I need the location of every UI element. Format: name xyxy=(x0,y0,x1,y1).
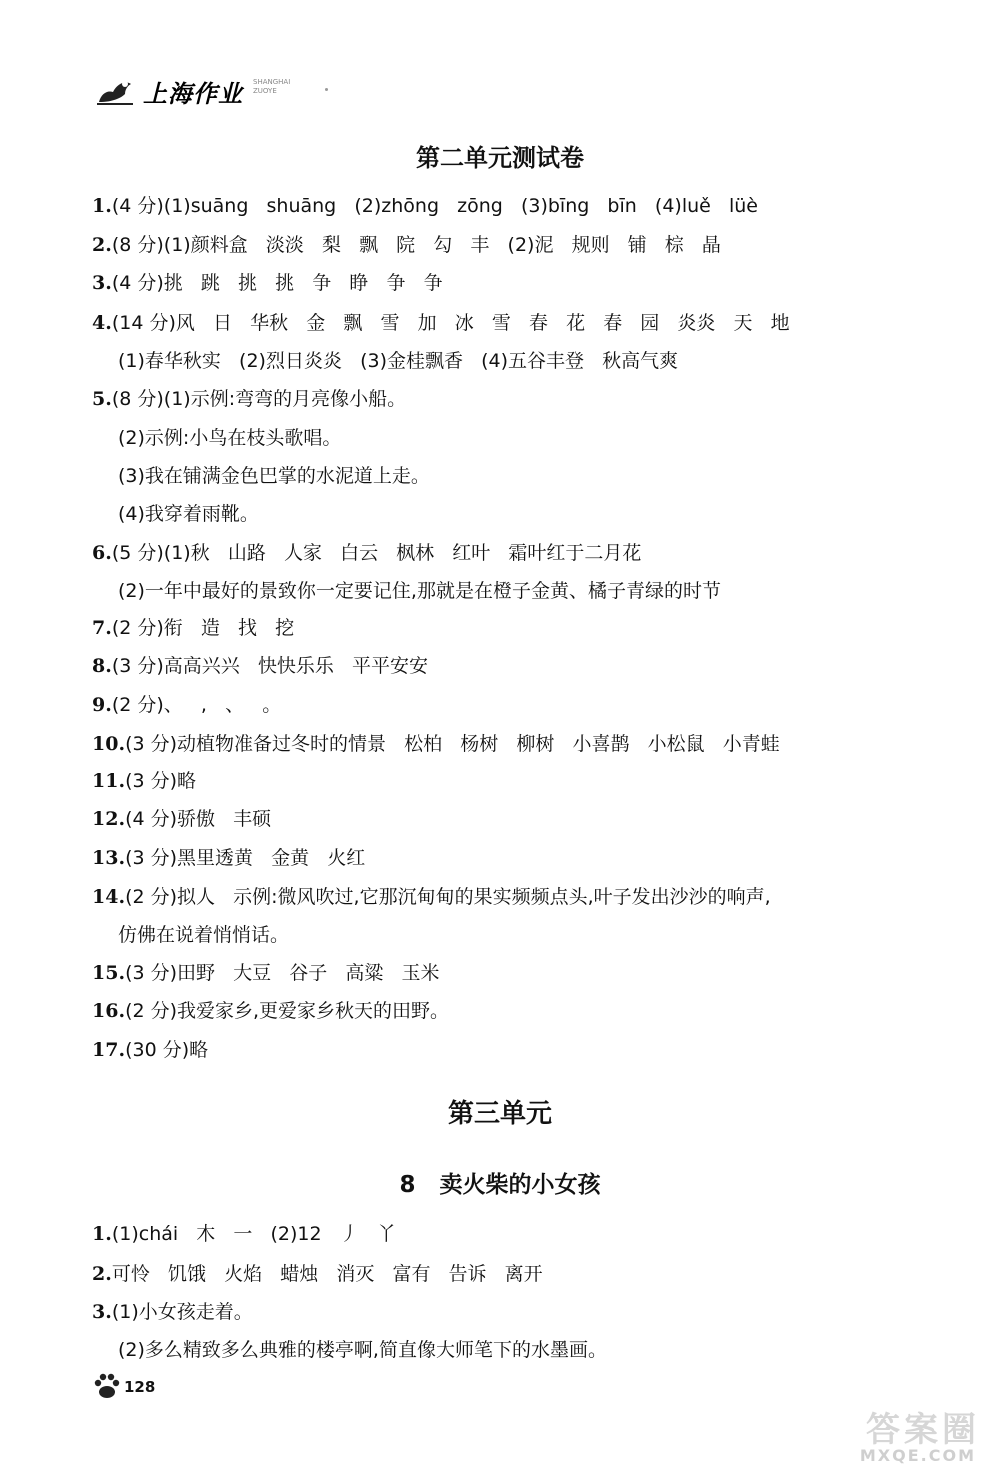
answer-text: (2)多么精致多么典雅的楼亭啊,简直像大师笔下的水墨画。 xyxy=(118,1339,607,1361)
watermark-url: MXQE.COM xyxy=(859,1446,976,1465)
answer-line xyxy=(92,540,641,566)
question-number: 8. xyxy=(92,655,112,677)
answer-text: (1)春华秋实 (2)烈日炎炎 (3)金桂飘香 (4)五谷丰登 秋高气爽 xyxy=(118,350,679,372)
question-number: 12. xyxy=(92,808,126,830)
answer-text: (3 分)田野 大豆 谷子 高粱 玉米 xyxy=(125,962,440,984)
answer-text: (2)示例:小鸟在枝头歌唱。 xyxy=(118,427,342,449)
question-number: 10. xyxy=(92,733,126,755)
answer-text: 可怜 饥饿 火焰 蜡烛 消灭 富有 告诉 离开 xyxy=(111,1263,543,1285)
question-number: 17. xyxy=(92,1039,126,1061)
question-number: 6. xyxy=(92,542,112,564)
answer-line xyxy=(92,310,790,336)
question-number: 14. xyxy=(92,886,126,908)
answer-text: (4 分)(1)suāng shuāng (2)zhōng zōng (3)bīng bīn (4)luě lüè xyxy=(111,195,758,217)
watermark-text: 答案圈 xyxy=(866,1410,980,1450)
page-footer xyxy=(92,1372,292,1402)
answer-line xyxy=(92,1299,253,1325)
answer-text: (1)chái 木 一 (2)12 丿 丫 xyxy=(111,1223,396,1245)
answer-line xyxy=(118,348,678,374)
answer-line xyxy=(92,998,449,1024)
answer-text: (2)一年中最好的景致你一定要记住,那就是在橙子金黄、橘子青绿的时节 xyxy=(118,580,721,602)
logo-text: 上海作业 xyxy=(143,79,243,108)
answer-text: (4)我穿着雨靴。 xyxy=(118,503,259,525)
question-number: 2. xyxy=(92,234,112,256)
question-number: 3. xyxy=(92,1301,112,1323)
answer-text: (3 分)动植物准备过冬时的情景 松柏 杨树 柳树 小喜鹊 小松鼠 小青蛙 xyxy=(125,733,780,755)
question-number: 13. xyxy=(92,847,126,869)
answer-line xyxy=(118,501,259,527)
answer-line xyxy=(92,232,721,258)
answer-text: 仿佛在说着悄悄话。 xyxy=(118,924,290,946)
question-number: 15. xyxy=(92,962,126,984)
question-number: 11. xyxy=(92,770,126,792)
question-number: 9. xyxy=(92,694,112,716)
answer-line xyxy=(92,960,440,986)
answer-text: (8 分)(1)示例:弯弯的月亮像小船。 xyxy=(111,388,407,410)
answer-text: (3 分)黑里透黄 金黄 火红 xyxy=(125,847,366,869)
answer-text: (2 分)、 , 、 。 xyxy=(111,694,282,716)
lesson-title: 8 卖火柴的小女孩 xyxy=(399,1172,601,1198)
question-number: 7. xyxy=(92,617,112,639)
answer-line xyxy=(92,884,771,910)
mascot-icon xyxy=(95,72,135,106)
answer-line xyxy=(92,845,365,871)
answer-text: (3)我在铺满金色巴掌的水泥道上走。 xyxy=(118,465,430,487)
answer-line xyxy=(92,386,406,412)
answer-text: (5 分)(1)秋 山路 人家 白云 枫林 红叶 霜叶红于二月花 xyxy=(111,542,642,564)
answer-line xyxy=(92,692,281,718)
paw-icon xyxy=(92,1372,122,1400)
answer-line xyxy=(118,922,289,948)
answer-line xyxy=(92,1221,396,1247)
unit3-title: 第三单元 xyxy=(447,1099,552,1129)
page-number: 128 xyxy=(124,1378,156,1396)
answer-text: (2 分)衔 造 找 挖 xyxy=(111,617,295,639)
answer-line xyxy=(92,731,780,757)
answer-text: (4 分)骄傲 丰硕 xyxy=(125,808,272,830)
unit2-title: 第二单元测试卷 xyxy=(416,144,584,172)
answer-line xyxy=(92,653,428,679)
answer-text: (1)小女孩走着。 xyxy=(111,1301,253,1323)
answer-text: (3 分)略 xyxy=(125,770,197,792)
question-number: 1. xyxy=(92,1223,112,1245)
answer-text: (4 分)挑 跳 挑 挑 争 睁 争 争 xyxy=(111,272,443,294)
question-number: 4. xyxy=(92,312,112,334)
answer-line xyxy=(92,1261,543,1287)
question-number: 3. xyxy=(92,272,112,294)
answer-line xyxy=(92,768,196,794)
answer-line xyxy=(92,1037,208,1063)
question-number: 5. xyxy=(92,388,112,410)
answer-line xyxy=(92,615,294,641)
question-number: 2. xyxy=(92,1263,112,1285)
answer-text: (14 分)风 日 华秋 金 飘 雪 加 冰 雪 春 花 春 园 炎炎 天 地 xyxy=(111,312,790,334)
header-logo xyxy=(95,70,355,110)
answer-text: (2 分)我爱家乡,更爱家乡秋天的田野。 xyxy=(125,1000,450,1022)
answer-line xyxy=(118,463,430,489)
answer-line xyxy=(92,806,271,832)
question-number: 16. xyxy=(92,1000,126,1022)
answer-line xyxy=(118,578,721,604)
answer-line xyxy=(118,1337,607,1363)
logo-subtitle: SHANGHAI ZUOYE xyxy=(253,78,291,95)
answer-line xyxy=(118,425,341,451)
answer-text: (8 分)(1)颜料盒 淡淡 梨 飘 院 勾 丰 (2)泥 规则 铺 棕 晶 xyxy=(111,234,721,256)
answer-line xyxy=(92,270,443,296)
answer-text: (3 分)高高兴兴 快快乐乐 平平安安 xyxy=(111,655,429,677)
answer-text: (30 分)略 xyxy=(125,1039,209,1061)
answer-line xyxy=(92,193,758,219)
header-dot xyxy=(325,88,328,91)
answer-text: (2 分)拟人 示例:微风吹过,它那沉甸甸的果实频频点头,叶子发出沙沙的响声, xyxy=(125,886,771,908)
question-number: 1. xyxy=(92,195,112,217)
watermark xyxy=(830,1402,980,1466)
